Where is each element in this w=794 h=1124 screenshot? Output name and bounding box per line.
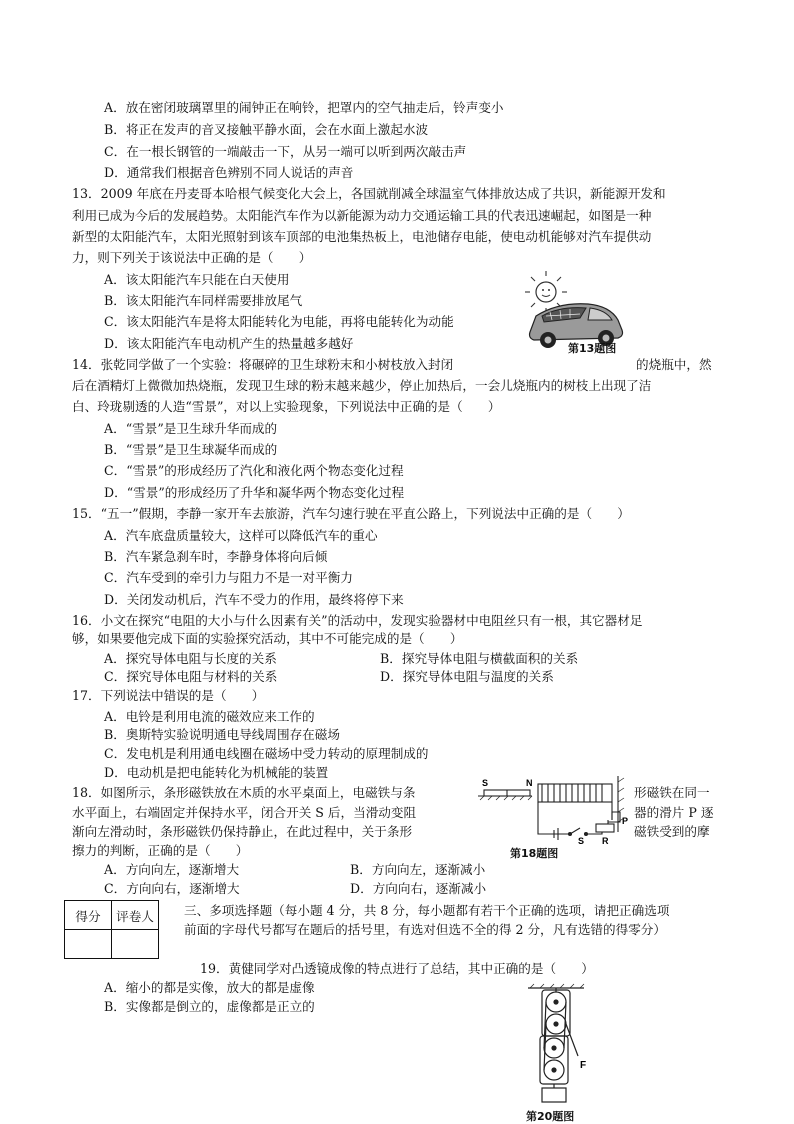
score-cell[interactable]	[65, 930, 112, 959]
figure-13-caption: 第13题图	[568, 342, 617, 355]
q12-option-c: C．在一根长钢管的一端敲击一下，从另一端可以听到两次敲击声	[104, 144, 467, 159]
q14-stem-line3: 白、玲珑剔透的人造“雪景”，对以上实验现象，下列说法中正确的是（ ）	[72, 399, 501, 414]
q18-stem-line3a: 渐向左滑动时，条形磁铁仍保持静止，在此过程中，关于条形	[72, 824, 413, 839]
q18-option-a: A．方向向左，逐渐增大	[104, 862, 240, 877]
q17-stem: 17．下列说法中错误的是（ ）	[72, 688, 265, 703]
q18-stem-line2b: 器的滑片 P 逐	[634, 805, 714, 820]
q18-option-d: D．方向向右，逐渐减小	[350, 881, 487, 896]
q16-stem-line1: 16．小文在探究“电阻的大小与什么因素有关”的活动中，发现实验器材中电阻丝只有一根，其它器材足	[72, 613, 643, 628]
q14-option-a: A．“雪景”是卫生球升华而成的	[104, 421, 278, 436]
q18-option-b: B．方向向左，逐渐减小	[350, 862, 486, 877]
q16-option-d: D．探究导体电阻与温度的关系	[380, 669, 554, 684]
q13-stem-line4: 力，则下列关于该说法中正确的是（ ）	[72, 250, 312, 265]
q12-option-d: D．通常我们根据音色辨别不同人说话的声音	[104, 165, 354, 180]
q13-option-c: C．该太阳能汽车是将太阳能转化为电能，再将电能转化为动能	[104, 314, 454, 329]
q14-stem-line1b: 的烧瓶中，然	[636, 357, 712, 372]
q15-option-b: B．汽车紧急刹车时，李静身体将向后倾	[104, 549, 328, 564]
q14-stem-line1a: 14．张乾同学做了一个实验：将碾碎的卫生球粉末和小树枝放入封闭	[72, 357, 454, 372]
q18-option-c: C．方向向右，逐渐增大	[104, 881, 240, 896]
q13-stem-line3: 新型的太阳能汽车，太阳光照射到该车顶部的电池集热板上，电池储存电能，使电动机能够对汽车提供动	[72, 229, 652, 244]
q17-option-d: D．电动机是把电能转化为机械能的装置	[104, 765, 329, 780]
q19-option-b: B．实像都是倒立的，虚像都是正立的	[104, 999, 315, 1014]
section3-header-line2: 前面的字母代号都写在题后的括号里，有选对但选不全的得 2 分，凡有选错的得零分）	[184, 922, 666, 937]
figure-18-caption: 第18题图	[510, 847, 559, 860]
q14-option-d: D．“雪景”的形成经历了升华和凝华两个物态变化过程	[104, 485, 405, 500]
pulley-system-figure	[520, 982, 600, 1106]
q16-option-c: C．探究导体电阻与材料的关系	[104, 669, 278, 684]
q14-option-b: B．“雪景”是卫生球凝华而成的	[104, 442, 278, 457]
q13-option-b: B．该太阳能汽车同样需要排放尾气	[104, 293, 303, 308]
q13-option-d: D．该太阳能汽车电动机产生的热量越多越好	[104, 336, 354, 351]
q15-option-a: A．汽车底盘质量较大，这样可以降低汽车的重心	[104, 528, 378, 543]
q15-option-c: C．汽车受到的牵引力与阻力不是一对平衡力	[104, 570, 353, 585]
label-force-f: F	[580, 1060, 587, 1071]
q18-stem-line2a: 水平面上，右端固定并保持水平，闭合开关 S 后，当滑动变阻	[72, 805, 417, 820]
q18-stem-line4: 擦力的判断，正确的是（ ）	[72, 843, 249, 858]
q13-stem-line1: 13．2009 年底在丹麦哥本哈根气候变化大会上，各国就削减全球温室气体排放达成了共识，新能源开发和	[72, 186, 666, 201]
q14-stem-line2: 后在酒精灯上微微加热烧瓶，发现卫生球的粉末越来越少，停止加热后，一会儿烧瓶内的树枝上出现了洁	[72, 378, 652, 393]
section3-header-line1: 三、多项选择题（每小题 4 分，共 8 分，每小题都有若干个正确的选项，请把正确选项	[184, 903, 670, 918]
q18-stem-line3b: 磁铁受到的摩	[634, 824, 710, 839]
score-box	[64, 900, 159, 959]
q19-option-a: A．缩小的都是实像，放大的都是虚像	[104, 980, 315, 995]
q12-option-b: B．将正在发声的音叉接触平静水面，会在水面上激起水波	[104, 122, 429, 137]
q17-option-a: A．电铃是利用电流的磁效应来工作的	[104, 709, 315, 724]
q12-option-a: A．放在密闭玻璃罩里的闹钟正在响铃，把罩内的空气抽走后，铃声变小	[104, 100, 504, 115]
electromagnet-circuit-figure	[474, 772, 630, 844]
label-s-magnet: S	[482, 778, 489, 788]
q16-stem-line2: 够，如果要他完成下面的实验探究活动，其中不可能完成的是（ ）	[72, 631, 463, 646]
grader-label: 评卷人	[112, 901, 159, 930]
q17-option-c: C．发电机是利用通电线圈在磁场中受力转动的原理制成的	[104, 746, 429, 761]
q19-stem: 19．黄健同学对凸透镜成像的特点进行了总结，其中正确的是（ ）	[200, 961, 594, 976]
label-s-switch: S	[578, 836, 585, 844]
label-p-slider: P	[622, 816, 629, 826]
grader-cell[interactable]	[112, 930, 159, 959]
q16-option-b: B．探究导体电阻与横截面积的关系	[380, 651, 579, 666]
label-n-magnet: N	[526, 778, 533, 788]
label-r-rheostat: R	[602, 836, 609, 844]
q14-option-c: C．“雪景”的形成经历了汽化和液化两个物态变化过程	[104, 463, 404, 478]
q15-option-d: D．关闭发动机后，汽车不受力的作用，最终将停下来	[104, 592, 404, 607]
q17-option-b: B．奥斯特实验说明通电导线周围存在磁场	[104, 727, 340, 742]
q15-stem: 15．“五一”假期，李静一家开车去旅游，汽车匀速行驶在平直公路上，下列说法中正确的是（ ）	[72, 506, 630, 521]
q16-option-a: A．探究导体电阻与长度的关系	[104, 651, 277, 666]
figure-20-caption: 第20题图	[526, 1110, 575, 1123]
q13-stem-line2: 利用已成为今后的发展趋势。太阳能汽车作为以新能源为动力交通运输工具的代表迅速崛起，如图是一种	[72, 208, 652, 223]
q18-stem-line1a: 18．如图所示，条形磁铁放在木质的水平桌面上，电磁铁与条	[72, 785, 416, 800]
score-label: 得分	[65, 901, 112, 930]
q13-option-a: A．该太阳能汽车只能在白天使用	[104, 272, 290, 287]
q18-stem-line1b: 形磁铁在同一	[634, 785, 710, 800]
